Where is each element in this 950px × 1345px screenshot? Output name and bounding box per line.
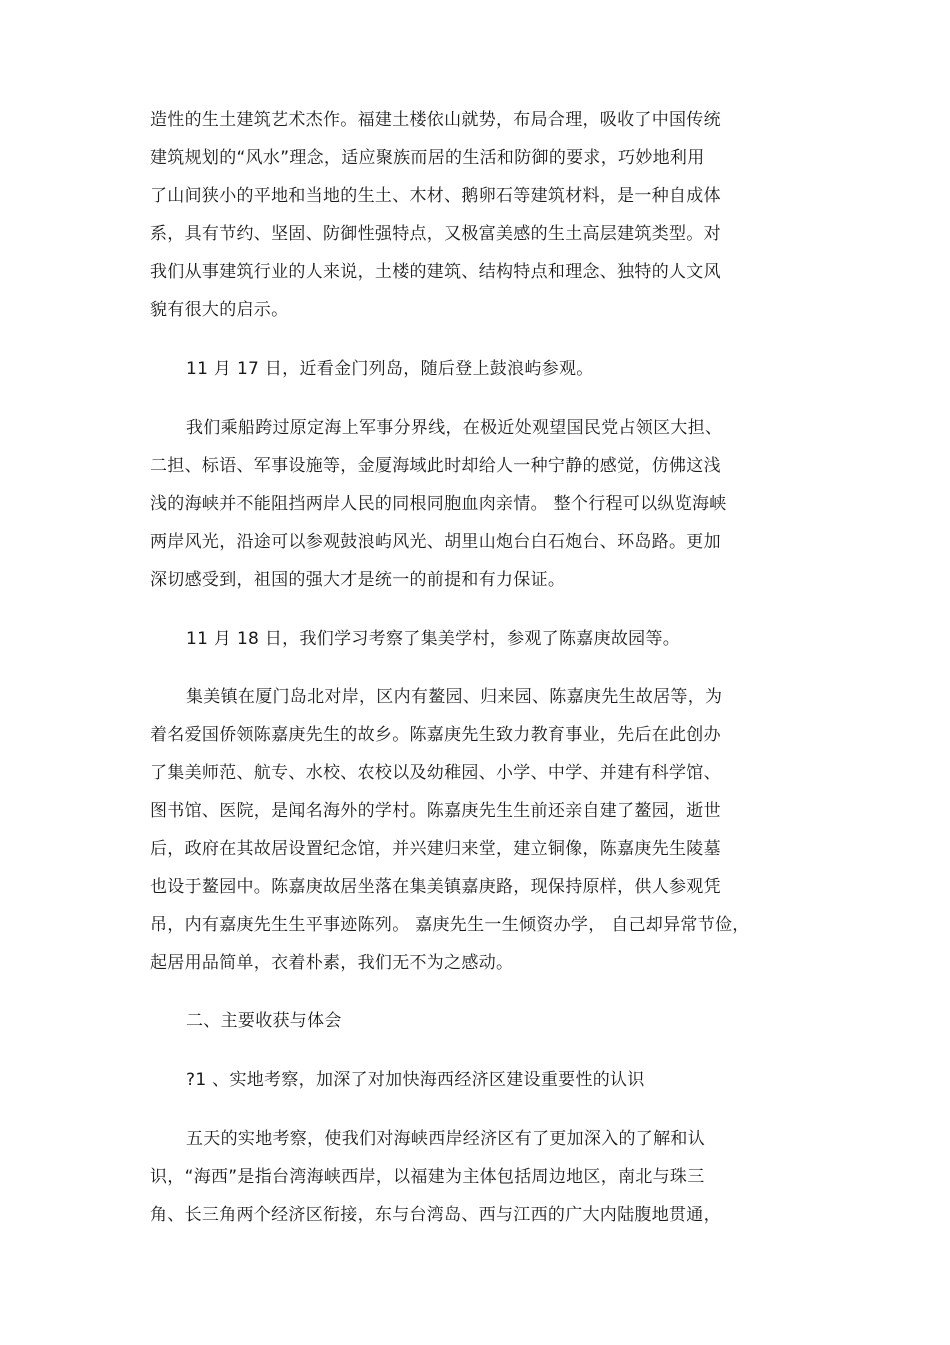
- text-line: 系，具有节约、坚固、防御性强特点，又极富美感的生土高层建筑类型。对: [150, 224, 721, 244]
- text-line: 吊，内有嘉庚先生生平事迹陈列。 嘉庚先生一生倾资办学， 自己却异常节俭，: [150, 915, 750, 935]
- text-line: 五天的实地考察，使我们对海峡西岸经济区有了更加深入的了解和认: [186, 1129, 705, 1149]
- text-line: 也设于鳌园中。陈嘉庚故居坐落在集美镇嘉庚路，现保持原样，供人参观凭: [150, 877, 721, 897]
- text-line: 我们乘船跨过原定海上军事分界线，在极近处观望国民党占领区大担、: [186, 418, 723, 438]
- text-line: 角、长三角两个经济区衔接，东与台湾岛、西与江西的广大内陆腹地贯通，: [150, 1205, 721, 1225]
- text-line: 造性的生土建筑艺术杰作。福建土楼依山就势，布局合理，吸收了中国传统: [150, 110, 721, 130]
- text-line: 两岸风光，沿途可以参观鼓浪屿风光、胡里山炮台白石炮台、环岛路。更加: [150, 532, 721, 552]
- text-line: 貌有很大的启示。: [150, 300, 289, 320]
- text-line: 了山间狭小的平地和当地的生土、木材、鹅卵石等建筑材料，是一种自成体: [150, 186, 721, 206]
- text-line: 起居用品简单，衣着朴素，我们无不为之感动。: [150, 953, 514, 973]
- subsection-heading: ?1 、实地考察，加深了对加快海西经济区建设重要性的认识: [186, 1070, 645, 1090]
- text-line: 了集美师范、航专、水校、农校以及幼稚园、小学、中学、并建有科学馆、: [150, 763, 721, 783]
- text-line: 集美镇在厦门岛北对岸，区内有鳌园、归来园、陈嘉庚先生故居等，为: [186, 687, 723, 707]
- text-line: 11 月 17 日，近看金门列岛，随后登上鼓浪屿参观。: [186, 359, 594, 379]
- text-line: 图书馆、医院，是闻名海外的学村。陈嘉庚先生生前还亲自建了鳌园，逝世: [150, 801, 721, 821]
- text-line: 着名爱国侨领陈嘉庚先生的故乡。陈嘉庚先生致力教育事业，先后在此创办: [150, 725, 721, 745]
- text-line: 建筑规划的“风水”理念，适应聚族而居的生活和防御的要求，巧妙地利用: [150, 148, 705, 168]
- text-line: 识，“海西”是指台湾海峡西岸，以福建为主体包括周边地区，南北与珠三: [150, 1167, 705, 1187]
- text-line: 二担、标语、军事设施等，金厦海域此时却给人一种宁静的感觉，仿佛这浅: [150, 456, 721, 476]
- section-heading: 二、主要收获与体会: [186, 1011, 342, 1031]
- text-line: 11 月 18 日，我们学习考察了集美学村，参观了陈嘉庚故园等。: [186, 629, 681, 649]
- text-line: 深切感受到，祖国的强大才是统一的前提和有力保证。: [150, 570, 566, 590]
- text-line: 浅的海峡并不能阻挡两岸人民的同根同胞血肉亲情。 整个行程可以纵览海峡: [150, 494, 727, 514]
- text-line: 后，政府在其故居设置纪念馆，并兴建归来堂，建立铜像，陈嘉庚先生陵墓: [150, 839, 721, 859]
- text-line: 我们从事建筑行业的人来说，土楼的建筑、结构特点和理念、独特的人文风: [150, 262, 721, 282]
